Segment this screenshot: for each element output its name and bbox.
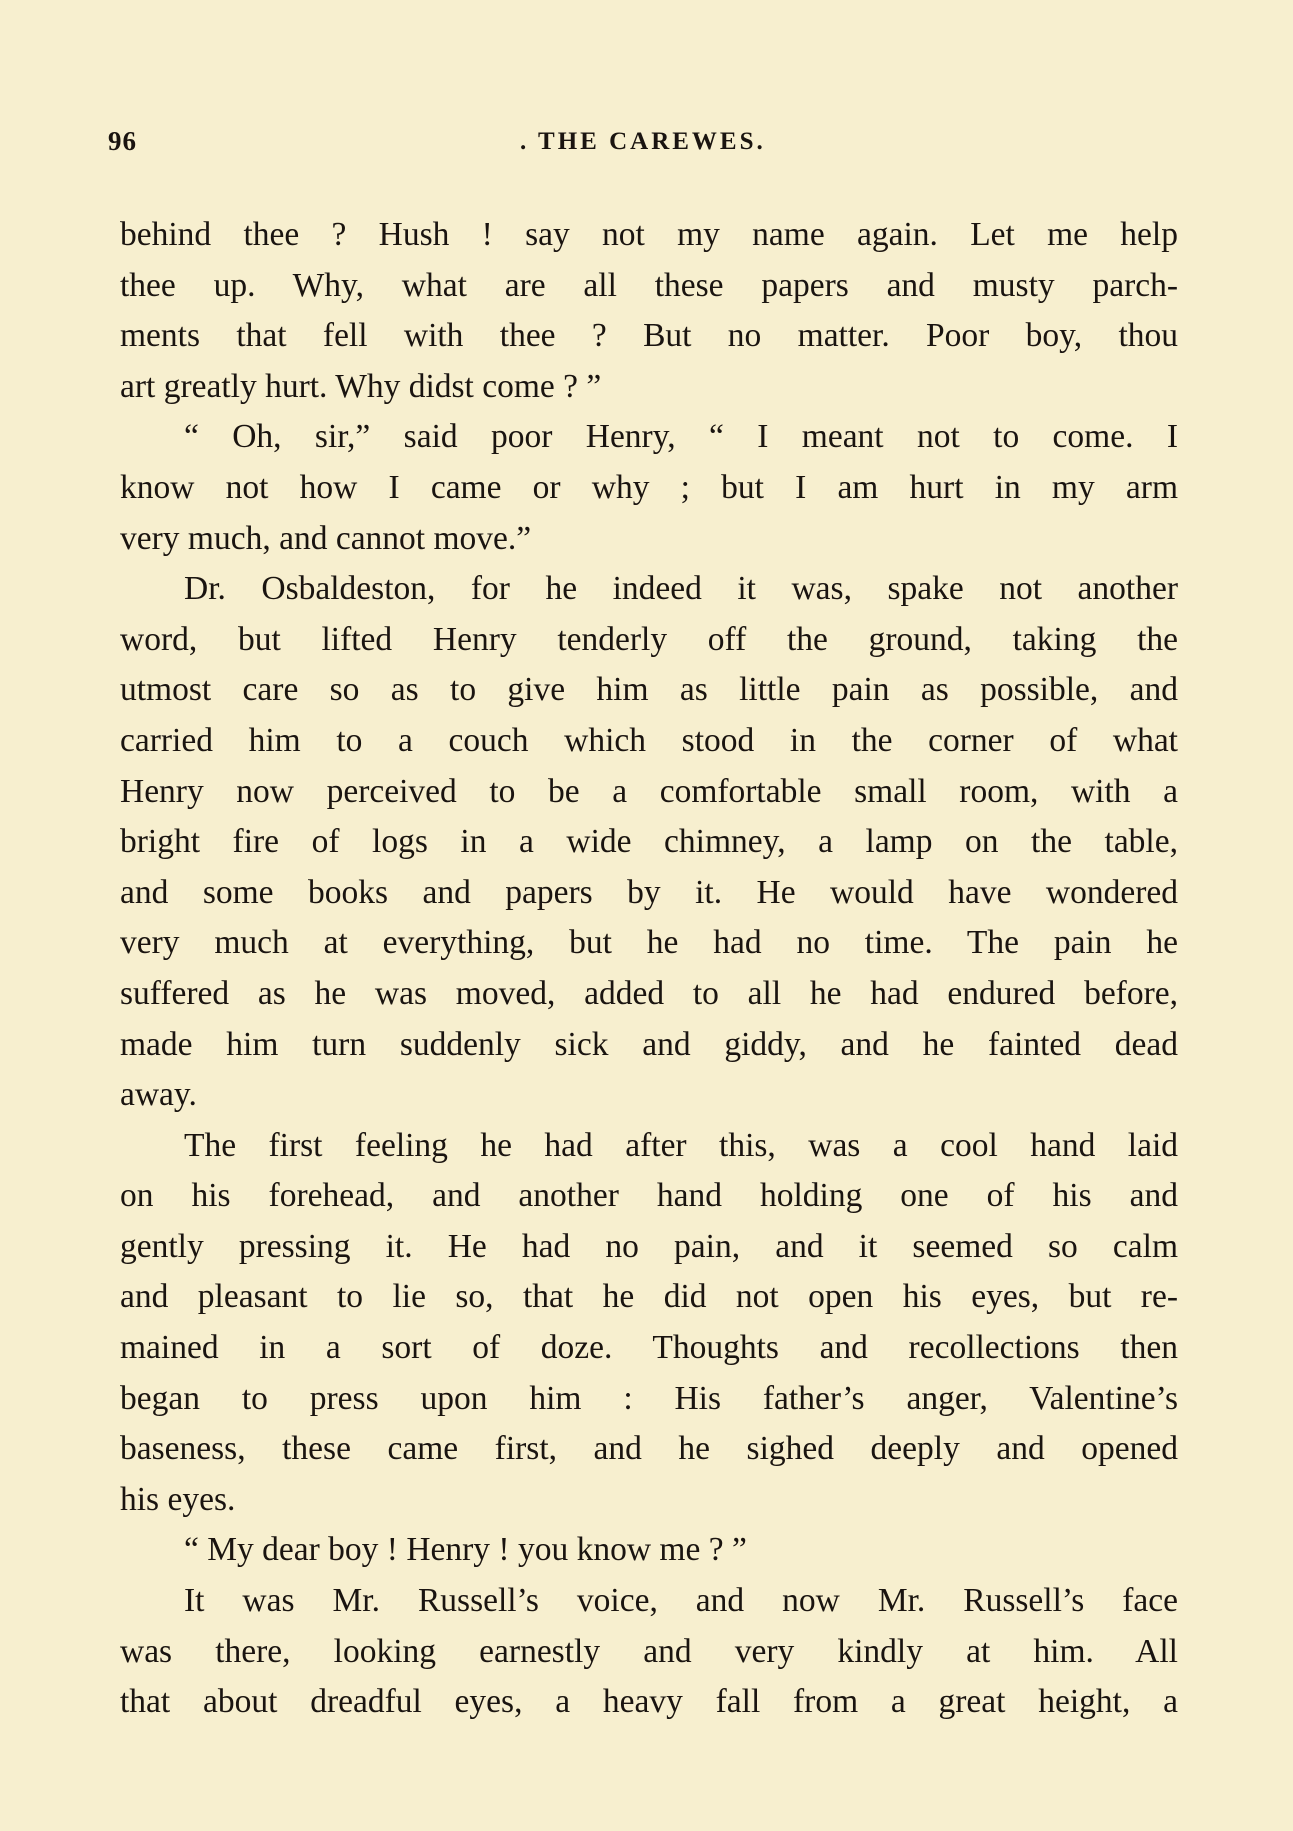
text-line: mained in a sort of doze. Thoughts and recollections then (120, 1329, 1178, 1367)
body-text (120, 210, 1178, 1728)
text-line: and some books and papers by it. He would have wondered (120, 873, 1178, 911)
text-line: away. (120, 1076, 197, 1114)
text-line: made him turn suddenly sick and giddy, and he fainted dead (120, 1025, 1178, 1063)
text-line: very much, and cannot move.” (120, 519, 532, 557)
text-line: Dr. Osbaldeston, for he indeed it was, spake not another (184, 570, 1178, 608)
text-line: baseness, these came first, and he sighed deeply and opened (120, 1430, 1178, 1468)
text-line: thee up. Why, what are all these papers and musty parch- (120, 266, 1178, 304)
text-line: It was Mr. Russell’s voice, and now Mr. Russell’s face (184, 1582, 1178, 1620)
text-line: know not how I came or why ; but I am hurt in my arm (120, 468, 1178, 506)
page-number: 96 (108, 126, 137, 156)
text-line: began to press upon him : His father’s anger, Valentine’s (120, 1379, 1178, 1417)
running-title: . THE CAREWES. (520, 128, 766, 155)
text-line: his eyes. (120, 1480, 236, 1518)
text-line: art greatly hurt. Why didst come ? ” (120, 367, 602, 405)
text-line: “ Oh, sir,” said poor Henry, “ I meant not to come. I (184, 418, 1178, 456)
text-line: Henry now perceived to be a comfortable small room, with a (120, 772, 1178, 810)
text-line: gently pressing it. He had no pain, and it seemed so calm (120, 1227, 1178, 1265)
text-line: was there, looking earnestly and very kindly at him. All (120, 1632, 1178, 1670)
text-line: The first feeling he had after this, was a cool hand laid (184, 1126, 1178, 1164)
text-line: and pleasant to lie so, that he did not open his eyes, but re- (120, 1278, 1178, 1316)
text-line: word, but lifted Henry tenderly off the ground, taking the (120, 620, 1178, 658)
text-line: carried him to a couch which stood in the corner of what (120, 721, 1178, 759)
text-line: very much at everything, but he had no time. The pain he (120, 924, 1178, 962)
text-line: ments that fell with thee ? But no matter. Poor boy, thou (120, 317, 1178, 355)
text-line: on his forehead, and another hand holding one of his and (120, 1177, 1178, 1215)
text-line: that about dreadful eyes, a heavy fall from a great height, a (120, 1683, 1178, 1721)
text-line: suffered as he was moved, added to all he had endured before, (120, 974, 1178, 1012)
text-line: “ My dear boy ! Henry ! you know me ? ” (184, 1531, 747, 1569)
text-line: utmost care so as to give him as little pain as possible, and (120, 671, 1178, 709)
text-line: behind thee ? Hush ! say not my name again. Let me help (120, 216, 1178, 253)
text-line: bright fire of logs in a wide chimney, a lamp on the table, (120, 823, 1178, 861)
